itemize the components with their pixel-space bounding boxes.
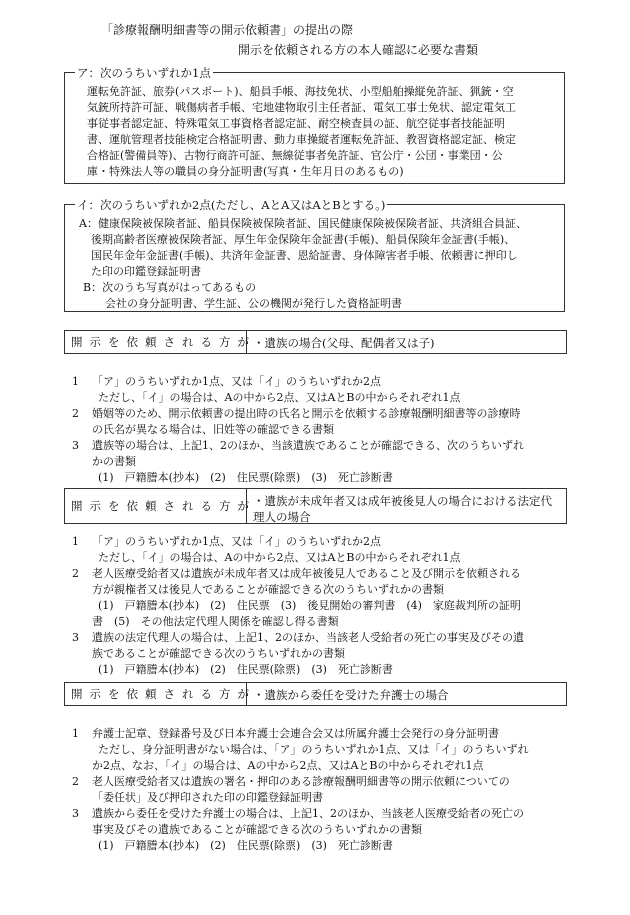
section-1-header-left: 開示を依頼される方が: [65, 331, 247, 353]
box-a-line: 事従事者認定証、特殊電気工事資格者認定証、耐空検査員の証、航空従事者技能証明: [87, 117, 505, 130]
box-a: [64, 66, 565, 184]
box-i-heading: イ：次のうちいずれか2点(ただし、AとA又はAとBとする。): [77, 198, 386, 212]
list-item-cont: 事実及びその遺族であることが確認できる次のうちいずれかの書類: [92, 823, 422, 836]
list-item-cont: かの書類: [92, 455, 136, 468]
section-1-header: [64, 330, 567, 354]
document-options: (1) 戸籍謄本(抄本) (2) 住民票(除票) (3) 死亡診断書: [98, 839, 393, 852]
box-i-body: [65, 205, 564, 318]
box-i-a-line: 国民年金年金証書(手帳)、共済年金証書、恩給証書、身体障害者手帳、依頼書に押印し: [91, 249, 518, 262]
list-item: 2 婚姻等のため、開示依頼書の提出時の氏名と開示を依頼する診療報酬明細書等の診療時: [72, 407, 521, 420]
box-i-b-line: 会社の身分証明書、学生証、公の機関が発行した資格証明書: [105, 297, 402, 310]
box-a-line: 気銃所持許可証、戦傷病者手帳、宅地建物取引主任者証、電気工事士免状、認定電気工: [87, 101, 516, 114]
section-1-items: [72, 374, 572, 486]
list-item: 2 老人医療受給者又は遺族が未成年者又は成年被後見人であること及び開示を依頼される: [72, 567, 521, 580]
box-a-line: 庫・特殊法人等の職員の身分証明書(写真・生年月日のあるもの): [87, 165, 404, 178]
list-item-cont: 「委任状」及び押印された印の印鑑登録証明書: [92, 791, 323, 804]
box-i-a-line: A：健康保険被保険者証、船員保険被保険者証、国民健康保険被保険者証、共済組合員証、: [79, 217, 527, 230]
box-a-line: 書、運航管理者技能検定合格証明書、動力車操縦者運転免許証、教習資格認定証、検定: [87, 133, 516, 146]
list-item: 1 弁護士記章、登録番号及び日本弁護士会連合会又は所属弁護士会発行の身分証明書: [72, 727, 499, 740]
section-3-header-right: ・遺族から委任を受けた弁護士の場合: [253, 688, 449, 702]
list-item: 1 「ア」のうちいずれか1点、又は「イ」のうちいずれか2点: [72, 375, 381, 388]
document-options: (1) 戸籍謄本(抄本) (2) 住民票 (3) 後見開始の審判書 (4) 家庭裁判所の証明: [98, 599, 521, 612]
box-a-body: [65, 73, 564, 186]
section-3-header: [64, 682, 567, 706]
section-1-header-right: ・遺族の場合(父母、配偶者又は子): [253, 336, 435, 350]
list-item-note: ただし、身分証明書がない場合は、「ア」のうちいずれか1点、又は「イ」のうちいずれ: [98, 743, 529, 756]
document-title-line2: 開示を依頼される方の本人確認に必要な書類: [238, 43, 479, 57]
list-item-cont: か2点、なお、「イ」の場合は、Aの中から2点、又はAとBの中からそれぞれ1点: [92, 759, 484, 772]
list-item: 3 遺族の法定代理人の場合は、上記1、2のほか、当該老人受給者の死亡の事実及びその遺: [72, 631, 524, 644]
box-a-heading: ア：次のうちいずれか1点: [77, 66, 211, 80]
list-item-note: ただし、「イ」の場合は、Aの中から2点、又はAとBの中からそれぞれ1点: [98, 391, 461, 404]
section-2-header-left: 開示を依頼される方が: [65, 489, 247, 523]
list-item: 2 老人医療受給者又は遺族の署名・押印のある診療報酬明細書等の開示依頼についての: [72, 775, 510, 788]
list-item-note: ただし、「イ」の場合は、Aの中から2点、又はAとBの中からそれぞれ1点: [98, 551, 461, 564]
list-item: 3 遺族等の場合は、上記1、2のほか、当該遺族であることが確認できる、次のうちいずれ: [72, 439, 524, 452]
list-item-cont: の氏名が異なる場合は、旧姓等の確認できる書類: [92, 423, 334, 436]
box-i-a-line: た印の印鑑登録証明書: [91, 265, 201, 278]
document-title-line1: 「診療報酬明細書等の開示依頼書」の提出の際: [101, 23, 354, 37]
document-options: (1) 戸籍謄本(抄本) (2) 住民票(除票) (3) 死亡診断書: [98, 471, 393, 484]
box-a-line: 運転免許証、旅券(パスポート)、船員手帳、海技免状、小型船舶操縦免許証、猟銃・空: [87, 85, 514, 98]
box-i-a-line: 後期高齢者医療被保険者証、厚生年金保険年金証書(手帳)、船員保険年金証書(手帳)、: [91, 233, 516, 246]
box-i: [64, 198, 565, 312]
section-3-items: [72, 726, 572, 854]
section-2-items: [72, 534, 572, 678]
list-item: 1 「ア」のうちいずれか1点、又は「イ」のうちいずれか2点: [72, 535, 381, 548]
section-2-header-right: ・遺族が未成年者又は成年被後見人の場合における法定代理人の場合: [253, 494, 552, 524]
list-item-cont: 族であることが確認できる次のうちいずれかの書類: [92, 647, 345, 660]
list-item-cont: 方が親権者又は後見人であることが確認できる次のうちいずれかの書類: [92, 583, 444, 596]
document-options: (1) 戸籍謄本(抄本) (2) 住民票(除票) (3) 死亡診断書: [98, 663, 393, 676]
document-options-cont: 書 (5) その他法定代理人関係を確認し得る書類: [92, 615, 339, 628]
list-item: 3 遺族から委任を受けた弁護士の場合は、上記1、2のほか、当該老人医療受給者の死亡の: [72, 807, 524, 820]
section-2-header: [64, 488, 567, 524]
box-a-line: 合格証(警備員等)、古物行商許可証、無線従事者免許証、官公庁・公団・事業団・公: [87, 149, 503, 162]
section-3-header-left: 開示を依頼される方が: [65, 683, 247, 705]
box-i-b-line: B：次のうち写真がはってあるもの: [83, 281, 257, 294]
